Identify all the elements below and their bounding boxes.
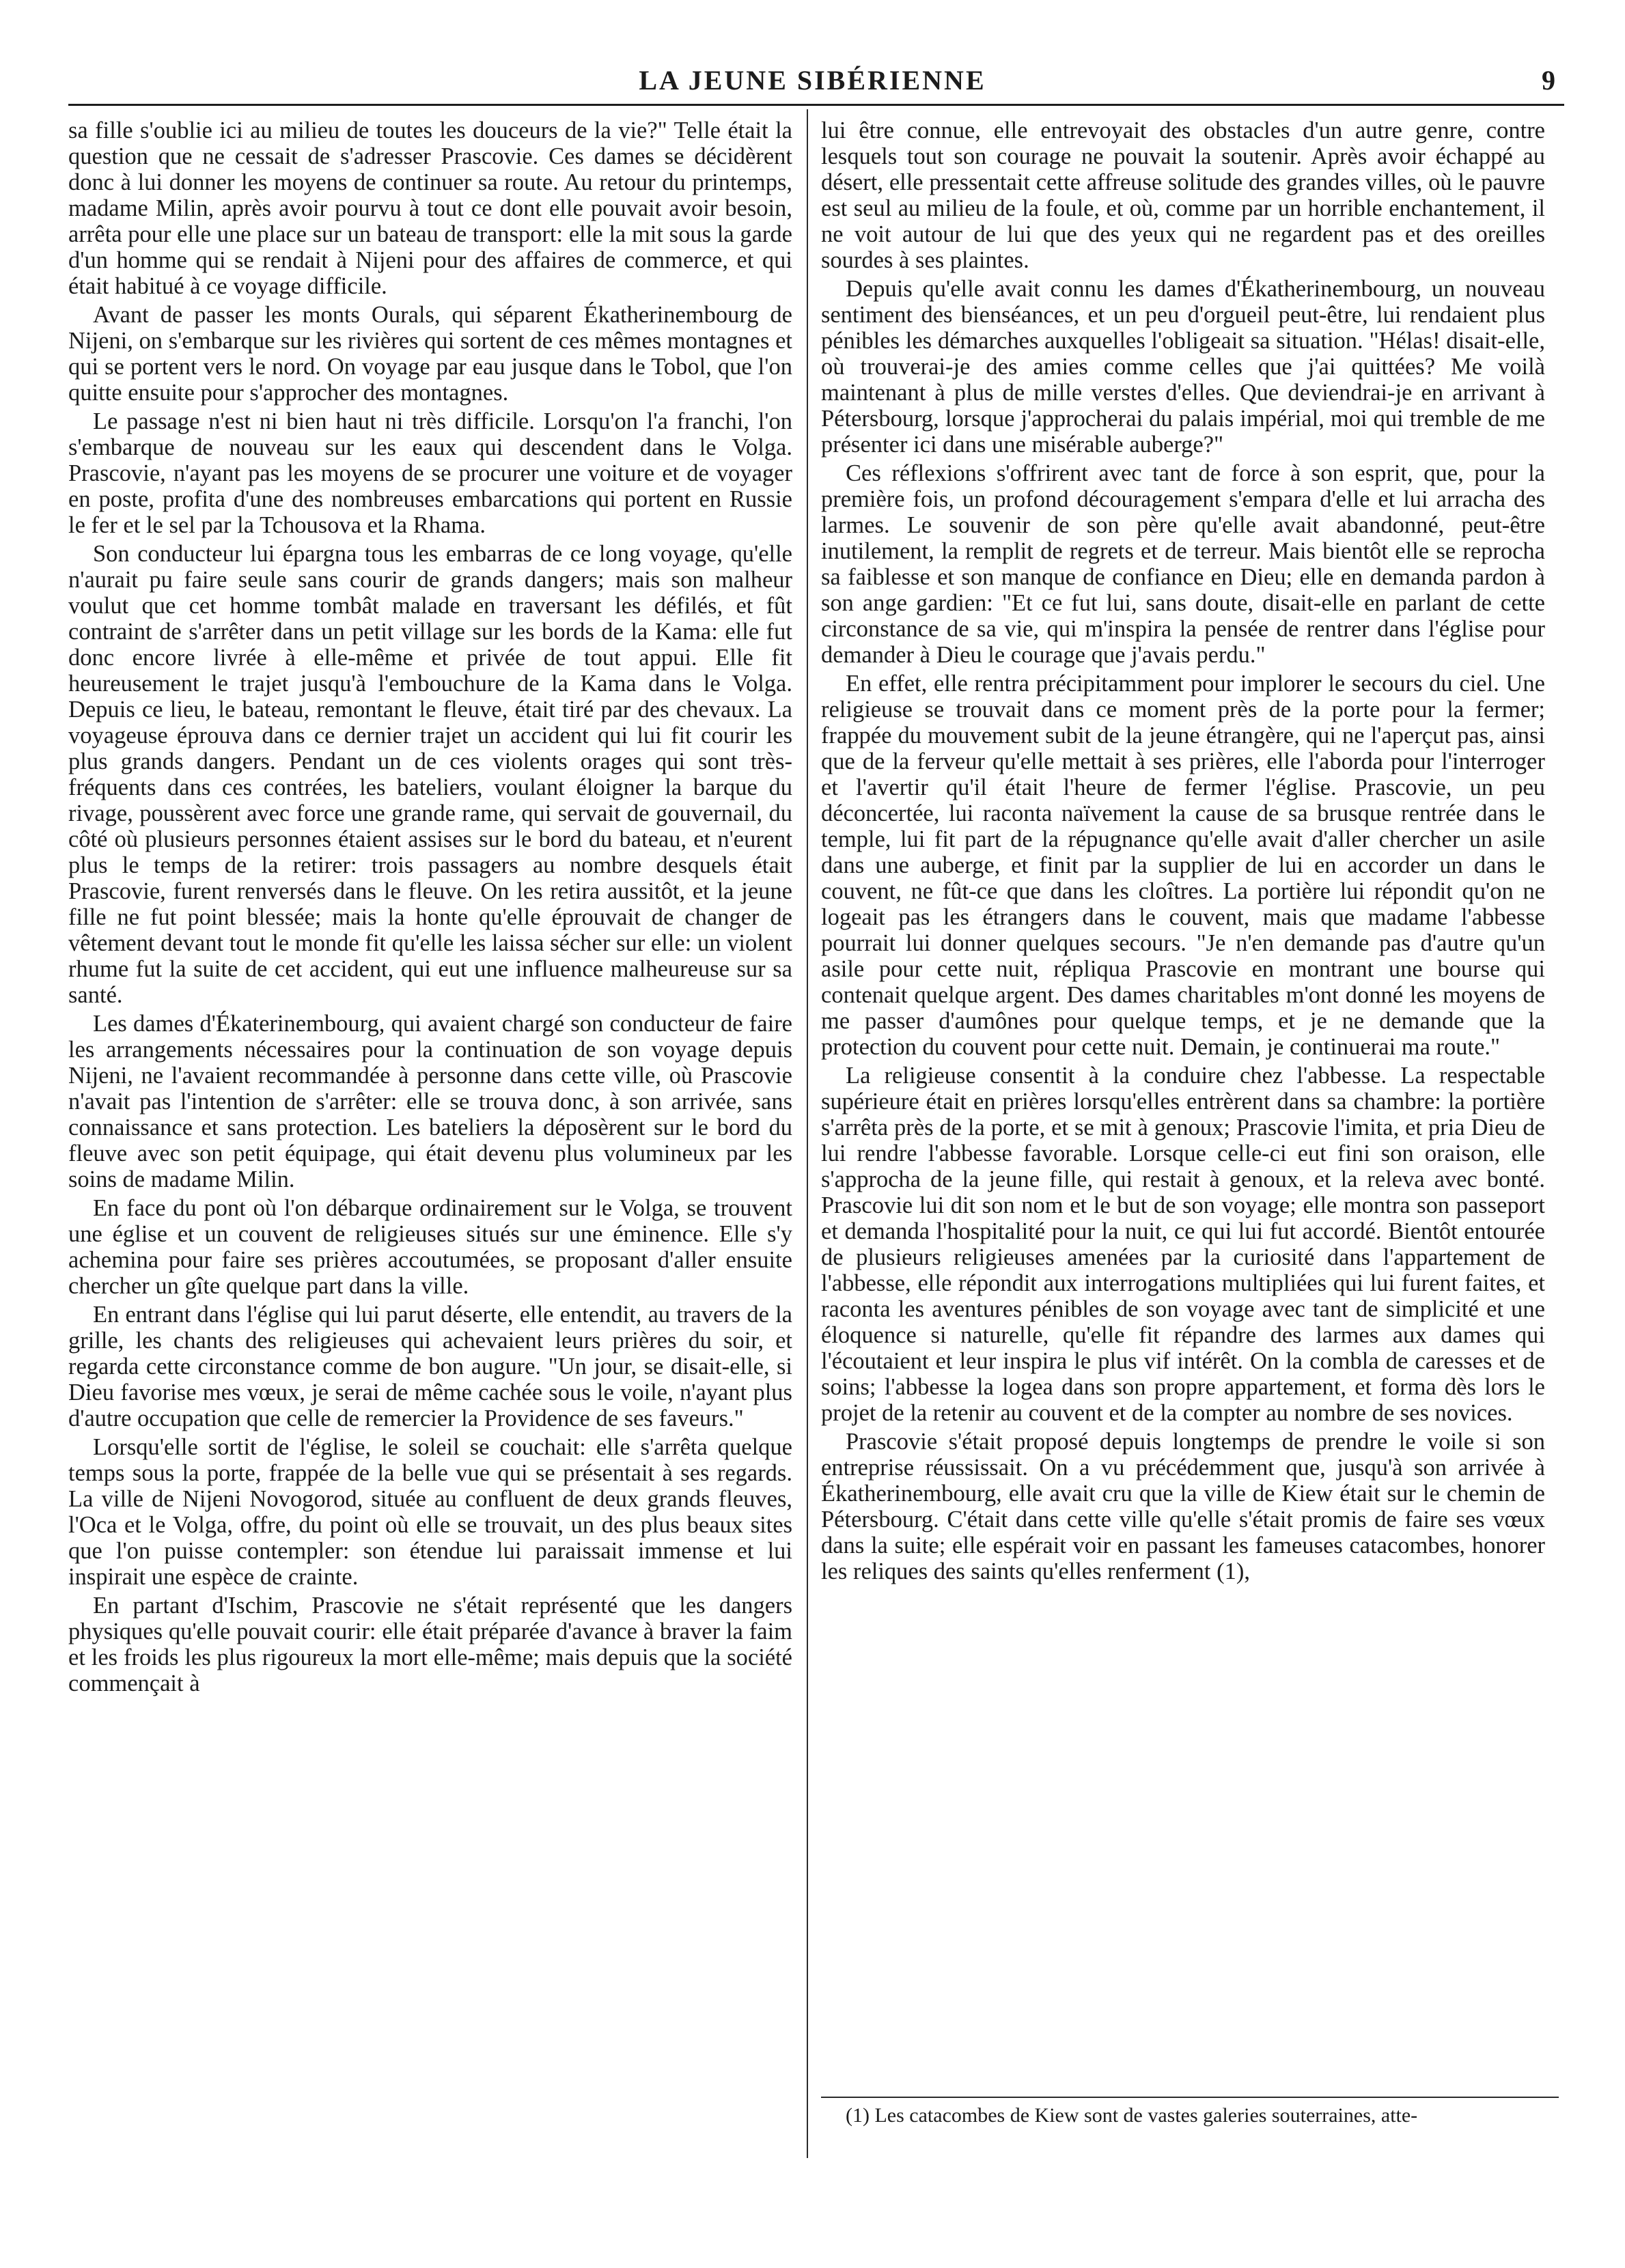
column-divider <box>807 109 808 2158</box>
paragraph: Depuis qu'elle avait connu les dames d'Ékatherinembourg, un nouveau sentiment des bienséances, et un peu d'orgueil peut-être, lui rendaient plus pénibles les démarches auxquelles l'obligeait sa situation. "Hélas! disait-elle, où trouverai-je des amies comme celles que j'ai quittées? Me voilà maintenant à plus de mille verstes d'elles. Que deviendrai-je en arrivant à Pétersbourg, lorsque j'approcherai du palais impérial, moi qui tremble de me présenter ici dans une misérable auberge?" <box>821 276 1545 458</box>
paragraph: Lorsqu'elle sortit de l'église, le soleil se couchait: elle s'arrêta quelque temps sous la porte, frappée de la belle vue qui se présentait à ses regards. La ville de Nijeni Novogorod, située au confluent de deux grands fleuves, l'Oca et le Volga, offre, du point où elle se trouvait, un des plus beaux sites que l'on puisse contempler: son étendue lui paraissait immense et lui inspirait une espèce de crainte. <box>68 1434 792 1590</box>
paragraph: Avant de passer les monts Ourals, qui séparent Ékatherinembourg de Nijeni, on s'embarque sur les rivières qui sortent de ces mêmes montagnes et qui se portent vers le nord. On voyage par eau jusque dans le Tobol, que l'on quitte ensuite pour s'approcher des montagnes. <box>68 302 792 406</box>
page-header <box>0 60 1625 101</box>
paragraph: En entrant dans l'église qui lui parut déserte, elle entendit, au travers de la grille, les chants des religieuses qui achevaient leurs prières du soir, et regarda cette circonstance comme de bon augure. "Un jour, se disait-elle, si Dieu favorise mes vœux, je serai de même cachée sous le voile, n'ayant plus d'autre occupation que celle de remercier la Providence de ses faveurs." <box>68 1302 792 1431</box>
paragraph: Son conducteur lui épargna tous les embarras de ce long voyage, qu'elle n'aurait pu faire seule sans courir de grands dangers; mais son malheur voulut que cet homme tombât malade en traversant les défilés, et fût contraint de s'arrêter dans un petit village sur les bords de la Kama: elle fut donc encore livrée à elle-même et privée de tout appui. Elle fit heureusement le trajet jusqu'à l'embouchure de la Kama dans le Volga. Depuis ce lieu, le bateau, remontant le fleuve, était tiré par des chevaux. La voyageuse éprouva dans ce dernier trajet un accident qui lui fit courir les plus grands dangers. Pendant un de ces violents orages qui sont très-fréquents dans ces contrées, les bateliers, voulant éloigner la barque du rivage, poussèrent avec force une grande rame, qui servait de gouvernail, du côté où plusieurs personnes étaient assises sur le bord du bateau, et n'eurent plus le temps de la retirer: trois passagers au nombre desquels était Prascovie, furent renversés dans le fleuve. On les retira aussitôt, et la jeune fille ne fut point blessée; mais la honte qu'elle éprouvait de changer de vêtement devant tout le monde fit qu'elle les laissa sécher sur elle: un violent rhume fut la suite de cet accident, qui eut une influence malheureuse sur sa santé. <box>68 541 792 1008</box>
paragraph: Ces réflexions s'offrirent avec tant de force à son esprit, que, pour la première fois, un profond découragement s'empara d'elle et lui arracha des larmes. Le souvenir de son père qu'elle avait abandonné, peut-être inutilement, la remplit de regrets et de terreur. Mais bientôt elle se reprocha sa faiblesse et son manque de confiance en Dieu; elle en demanda pardon à son ange gardien: "Et ce fut lui, sans doute, disait-elle en parlant de cette circonstance de sa vie, qui m'inspira la pensée de rentrer dans l'église pour demander à Dieu le courage que j'avais perdu." <box>821 460 1545 668</box>
page-number: 9 <box>1542 65 1555 96</box>
paragraph: En face du pont où l'on débarque ordinairement sur le Volga, se trouvent une église et un couvent de religieuses situés sur une éminence. Elle s'y achemina pour faire ses prières accoutumées, se proposant d'aller ensuite chercher un gîte quelque part dans la ville. <box>68 1195 792 1299</box>
paragraph: Le passage n'est ni bien haut ni très difficile. Lorsqu'on l'a franchi, l'on s'embarque de nouveau sur les eaux qui descendent dans le Volga. Prascovie, n'ayant pas les moyens de se procurer une voiture et de voyager en poste, profita d'une des nombreuses embarcations qui portent en Russie le fer et le sel par la Tchousova et la Rhama. <box>68 408 792 538</box>
left-column <box>68 117 792 1699</box>
paragraph: En partant d'Ischim, Prascovie ne s'était représenté que les dangers physiques qu'elle pouvait courir: elle était préparée d'avance à braver la faim et les froids les plus rigoureux la mort elle-même; mais depuis que la société commençait à <box>68 1593 792 1696</box>
paragraph: En effet, elle rentra précipitamment pour implorer le secours du ciel. Une religieuse se trouvait dans ce moment près de la porte pour la fermer; frappée du mouvement subit de la jeune étrangère, qui ne l'aperçut pas, ainsi que de la ferveur qu'elle mettait à ses prières, elle l'aborda pour l'interroger et l'avertir qu'il était l'heure de fermer l'église. Prascovie, un peu déconcertée, lui raconta naïvement la cause de sa brusque rentrée dans le temple, lui fit part de la répugnance qu'elle avait d'aller chercher un asile dans une auberge, et finit par la supplier de lui en accorder un dans le couvent, ne fût-ce que dans les cloîtres. La portière lui répondit qu'on ne logeait pas les étrangers dans le couvent, mais que madame l'abbesse pourrait lui donner quelques secours. "Je n'en demande pas d'autre qu'un asile pour cette nuit, répliqua Prascovie en montrant une bourse qui contenait quelque argent. Des dames charitables m'ont donné les moyens de me passer d'aumônes pour quelque temps, et je ne demande que la protection du couvent pour cette nuit. Demain, je continuerai ma route." <box>821 671 1545 1060</box>
footnote: (1) Les catacombes de Kiew sont de vastes galeries souterraines, atte- <box>846 2104 1418 2127</box>
right-column <box>821 117 1545 1587</box>
paragraph: La religieuse consentit à la conduire chez l'abbesse. La respectable supérieure était en prières lorsqu'elles entrèrent dans sa chambre: la portière s'arrêta près de la porte, et se mit à genoux; Prascovie l'imita, et pria Dieu de lui rendre l'abbesse favorable. Lorsque celle-ci eut fini son oraison, elle s'approcha de la jeune fille, qui restait à genoux, et la releva avec bonté. Prascovie lui dit son nom et le but de son voyage; elle montra son passeport et demanda l'hospitalité pour la nuit, ce qui lui fut accordé. Bientôt entourée de plusieurs religieuses amenées par la curiosité dans l'appartement de l'abbesse, elle répondit aux interrogations multipliées qui lui furent faites, et raconta les aventures pénibles de son voyage avec tant de simplicité et une éloquence si naturelle, qu'elle fit répandre des larmes aux dames qui l'écoutaient et leur inspira le plus vif intérêt. On la combla de caresses et de soins; l'abbesse la logea dans son propre appartement, et forma dès lors le projet de la retenir au couvent et de la compter au nombre de ses novices. <box>821 1063 1545 1426</box>
footnote-rule <box>821 2097 1559 2098</box>
paragraph: Prascovie s'était proposé depuis longtemps de prendre le voile si son entreprise réussissait. On a vu précédemment que, jusqu'à son arrivée à Ékatherinembourg, elle avait cru que la ville de Kiew était sur le chemin de Pétersbourg. C'était dans cette ville qu'elle s'était promis de faire ses vœux dans la suite; elle espérait voir en passant les fameuses catacombes, honorer les reliques des saints qu'elles renferment (1), <box>821 1429 1545 1584</box>
paragraph: sa fille s'oublie ici au milieu de toutes les douceurs de la vie?" Telle était la question que ne cessait de s'adresser Prascovie. Ces dames se décidèrent donc à lui donner les moyens de continuer sa route. Au retour du printemps, madame Milin, après avoir pourvu à tout ce dont elle pouvait avoir besoin, arrêta pour elle une place sur un bateau de transport: elle la mit sous la garde d'un homme qui se rendait à Nijeni pour des affaires de commerce, et qui était habitué à ce voyage difficile. <box>68 117 792 299</box>
paragraph: lui être connue, elle entrevoyait des obstacles d'un autre genre, contre lesquels tout son courage ne pouvait la soutenir. Après avoir échappé au désert, elle pressentait cette affreuse solitude des grandes villes, où le pauvre est seul au milieu de la foule, et où, comme par un horrible enchantement, il ne voit autour de lui que des yeux qui ne regardent pas et des oreilles sourdes à ses plaintes. <box>821 117 1545 273</box>
paragraph: Les dames d'Ékaterinembourg, qui avaient chargé son conducteur de faire les arrangements nécessaires pour la continuation de son voyage depuis Nijeni, ne l'avaient recommandée à personne dans cette ville, où Prascovie n'avait pas l'intention de s'arrêter: elle se trouva donc, à son arrivée, sans connaissance et sans protection. Les bateliers la déposèrent sur le bord du fleuve avec son petit équipage, qui était devenu plus volumineux par les soins de madame Milin. <box>68 1011 792 1192</box>
running-title: LA JEUNE SIBÉRIENNE <box>639 65 986 96</box>
header-rule <box>68 104 1564 106</box>
